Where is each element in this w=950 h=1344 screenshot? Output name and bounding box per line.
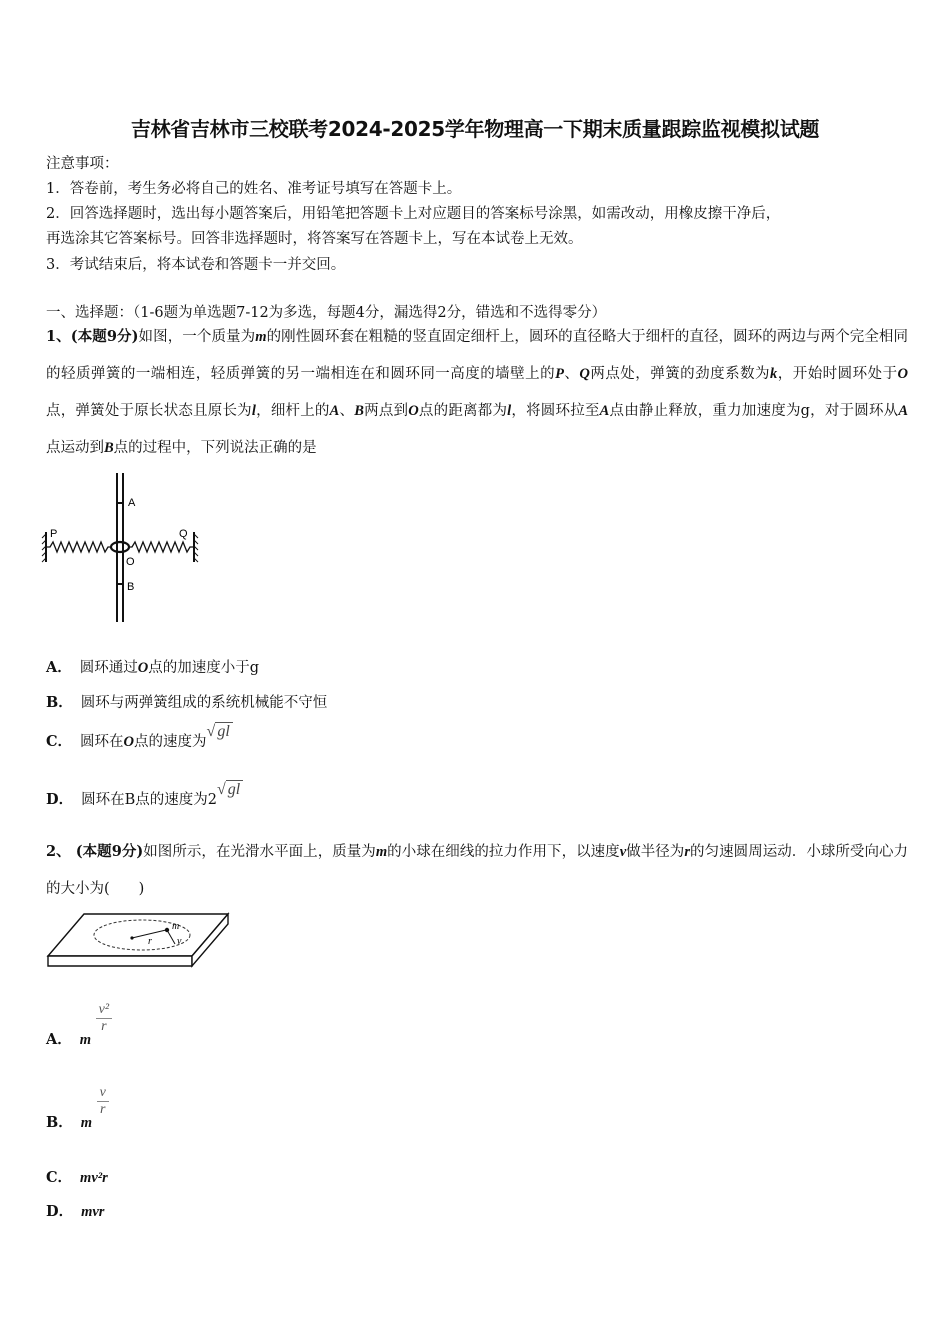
q2-option-c[interactable]: C． mv²r (46, 1169, 108, 1186)
label-p: P (50, 528, 58, 540)
question-2-prefix: 2、 (本题9分) (46, 843, 144, 860)
sqrt-expression: √ gl (217, 781, 243, 799)
left-spring (46, 542, 112, 552)
sqrt-expression: √ gl (207, 723, 233, 741)
q1-option-b[interactable]: B． 圆环与两弹簧组成的系统机械能不守恒 (46, 694, 328, 711)
notice-item: 1．答卷前，考生务必将自己的姓名、准考证号填写在答题卡上。 (46, 181, 462, 197)
fraction: $\frac{v}{r}$ (97, 1085, 109, 1118)
figure-ring-springs (40, 470, 200, 630)
q2-option-d[interactable]: D． mvr (46, 1203, 105, 1220)
label-r: r (148, 936, 152, 947)
question-2-stem: 2、 (本题9分)如图所示，在光滑水平面上，质量为m的小球在细线的拉力作用下，以速度v做半径为r的匀速圆周运动．小球所受向心力的大小为( ) (46, 843, 909, 897)
fraction: $\frac{\text{v²}}{r}$ (96, 1002, 112, 1035)
q1-option-c[interactable]: C． 圆环在O点的速度为√ gl (46, 730, 233, 751)
question-1-prefix: 1、(本题9分) (46, 328, 139, 345)
right-spring (128, 542, 194, 552)
label-m: m (172, 921, 180, 932)
label-a: A (128, 497, 136, 509)
label-o: O (126, 556, 135, 568)
question-1-stem: 1、(本题9分)如图，一个质量为m的刚性圆环套在粗糙的竖直固定细杆上，圆环的直径略大于细杆的直径，圆环的两边与两个完全相同的轻质弹簧的一端相连，轻质弹簧的另一端相连在和圆环同一高度的墙壁上的P、Q两点处，弹簧的劲度系数为k，开始时圆环处于O点，弹簧处于原长状态且原长为l，细杆上的A、B两点到O点的距离都为l，将圆环拉至A点由静止释放，重力加速度为g，对于圆环从A点运动到B点的过程中，下列说法正确的是 (46, 328, 909, 456)
q1-option-a[interactable]: A． 圆环通过O点的加速度小于g (46, 659, 260, 676)
label-b: B (127, 581, 135, 593)
plane-front (48, 956, 192, 966)
notice-item: 2．回答选择题时，选出每小题答案后，用铅笔把答题卡上对应题目的答案标号涂黑，如需改动，用橡皮擦干净后， (46, 206, 781, 222)
label-q: Q (179, 528, 188, 540)
notice-item: 3．考试结束后，将本试卷和答题卡一并交回。 (46, 257, 346, 273)
label-v: v (177, 936, 182, 947)
q2-option-a[interactable]: A． m $\frac{\text{v²}}{r}$ (46, 1002, 112, 1035)
page-title: 吉林省吉林市三校联考2024-2025学年物理高一下期末质量跟踪监视模拟试题 (130, 117, 820, 141)
q1-option-d[interactable]: D． 圆环在B点的速度为2√ gl (46, 788, 243, 809)
figure-circular-motion (44, 908, 234, 974)
section-heading: 一、选择题：（1-6题为单选题7-12为多选，每题4分，漏选得2分，错选和不选得零分） (46, 305, 607, 321)
q2-option-b[interactable]: B． m $\frac{v}{r}$ (46, 1085, 109, 1118)
notice-item: 再选涂其它答案标号。回答非选择题时，将答案写在答题卡上，写在本试卷上无效。 (46, 231, 583, 247)
ring (111, 542, 129, 552)
notice-heading: 注意事项： (46, 156, 119, 172)
